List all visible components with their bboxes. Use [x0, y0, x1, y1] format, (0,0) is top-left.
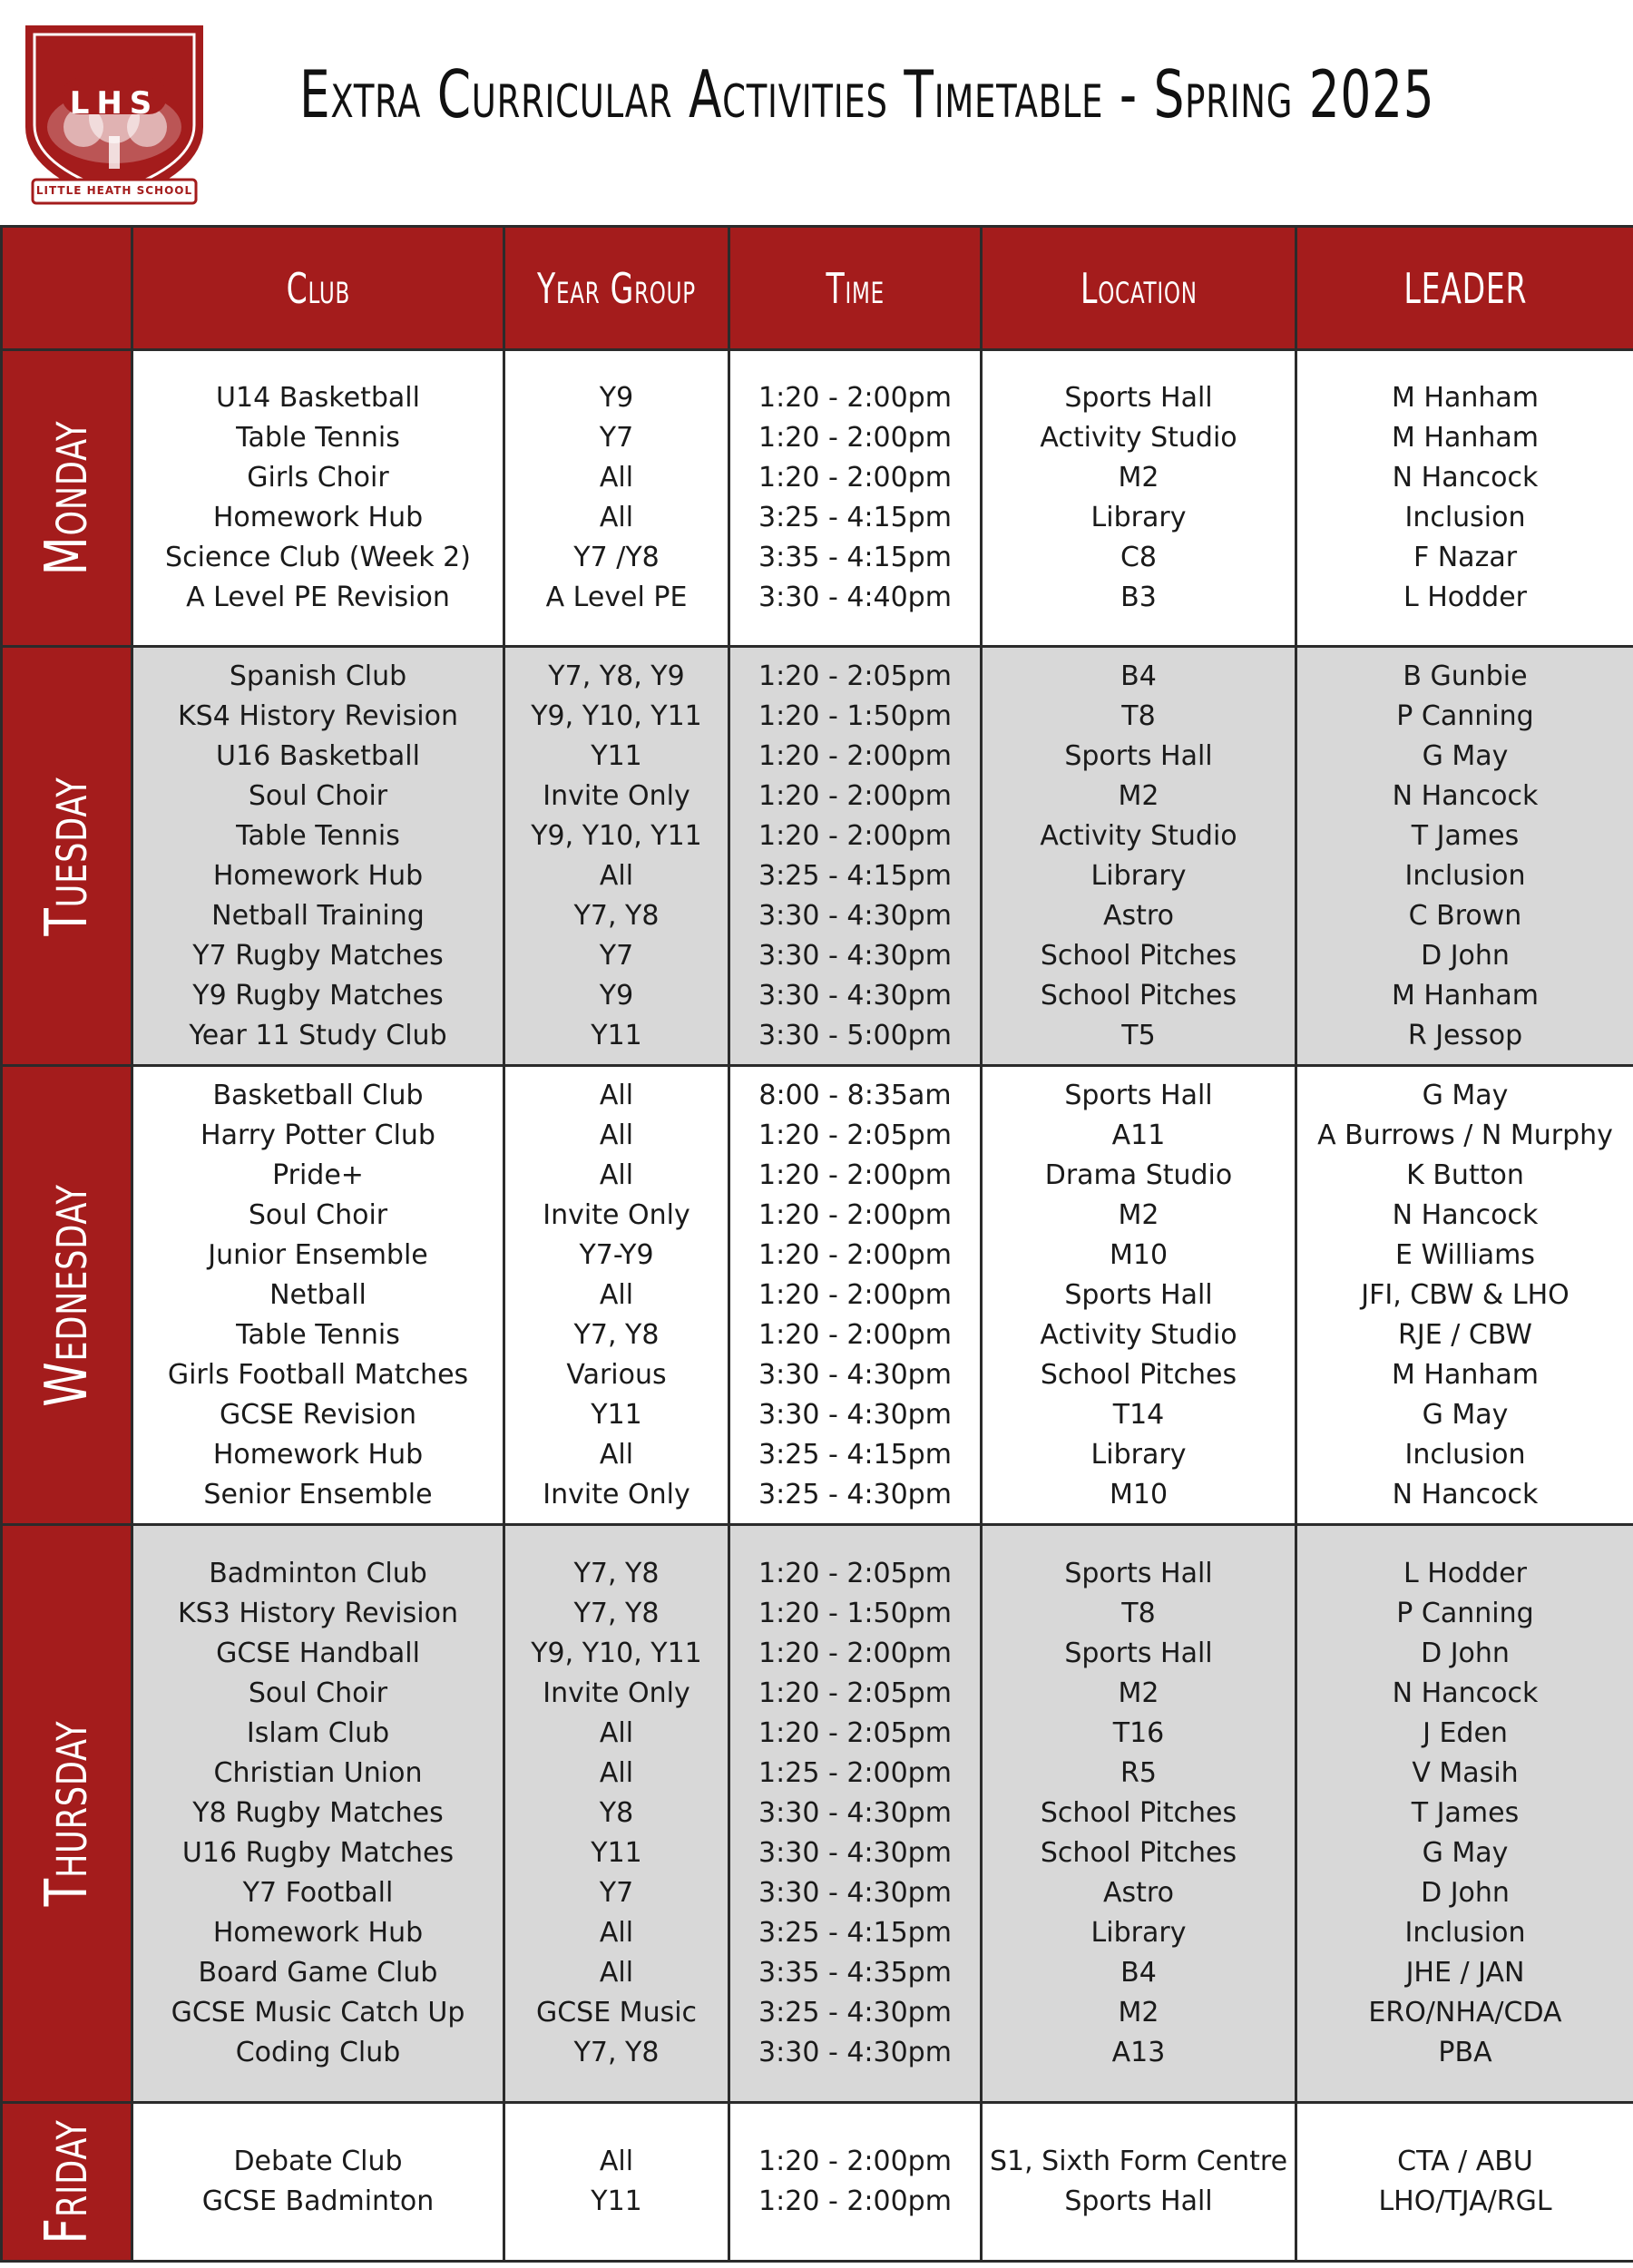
year-group-entry: Y9: [599, 979, 634, 1012]
time-entry: 3:30 - 4:30pm: [758, 939, 952, 972]
time-entry: 3:30 - 4:30pm: [758, 1398, 952, 1431]
day-cell: [2, 647, 132, 1066]
location-entry: Sports Hall: [1064, 1278, 1213, 1311]
location-entry: M2: [1118, 779, 1159, 812]
time-entry: 3:30 - 5:00pm: [758, 1019, 952, 1051]
location-entry: T14: [1112, 1398, 1165, 1431]
day-row-tuesday: [2, 647, 1633, 1066]
time-entry: 1:20 - 1:50pm: [758, 1598, 952, 1629]
time-entry: 1:20 - 2:05pm: [758, 1677, 952, 1709]
year-group-entry: Y11: [591, 1398, 642, 1431]
club-entry: Homework Hub: [212, 859, 424, 892]
time-entry: 3:25 - 4:15pm: [758, 1438, 952, 1471]
time-entry: 3:30 - 4:30pm: [758, 1837, 952, 1869]
location-cell: [982, 2103, 1296, 2262]
year-group-entry: All: [599, 462, 634, 494]
location-entry: M10: [1109, 1478, 1169, 1510]
time-entry: 1:20 - 2:00pm: [758, 1637, 952, 1669]
club-entry: U16 Basketball: [216, 739, 420, 772]
club-entry: Girls Choir: [247, 462, 389, 494]
year-group-entry: Y7, Y8: [573, 899, 660, 932]
leader-entry: T James: [1411, 819, 1520, 852]
leader-entry: CTA / ABU: [1397, 2146, 1533, 2177]
location-entry: Activity Studio: [1040, 422, 1237, 454]
header-location: Location: [982, 227, 1296, 350]
location-cell: [982, 1066, 1296, 1525]
club-entry: Homework Hub: [212, 502, 424, 533]
club-entry: KS3 History Revision: [178, 1598, 458, 1629]
year-group-entry: Y11: [591, 739, 642, 772]
leader-entry: Inclusion: [1404, 859, 1526, 892]
time-entry: 1:20 - 1:50pm: [758, 699, 952, 732]
leader-entry: JHE / JAN: [1405, 1957, 1525, 1989]
leader-entry: M Hanham: [1392, 979, 1539, 1012]
time-entry: 1:20 - 2:05pm: [758, 1717, 952, 1749]
leader-entry: G May: [1422, 1079, 1509, 1111]
club-entry: Debate Club: [233, 2146, 403, 2177]
year-group-entry: Y11: [591, 2185, 642, 2217]
location-entry: B4: [1120, 660, 1157, 692]
leader-entry: Inclusion: [1404, 1438, 1526, 1471]
leader-entry: K Button: [1406, 1158, 1524, 1191]
location-entry: School Pitches: [1040, 1837, 1237, 1869]
year-group-entry: Y9, Y10, Y11: [531, 819, 702, 852]
leader-entry: M Hanham: [1392, 382, 1539, 414]
leader-entry: L Hodder: [1403, 582, 1528, 613]
year-group-entry: Y7, Y8: [573, 1558, 660, 1589]
year-group-entry: All: [599, 1757, 634, 1789]
club-entry: Soul Choir: [248, 1198, 388, 1231]
club-cell: [132, 2103, 504, 2262]
time-entry: 1:20 - 2:00pm: [758, 1318, 952, 1351]
time-entry: 1:20 - 2:05pm: [758, 1119, 952, 1151]
time-entry: 1:25 - 2:00pm: [758, 1757, 952, 1789]
club-entry: Year 11 Study Club: [189, 1019, 447, 1051]
page-header: [0, 0, 1633, 222]
year-group-entry: All: [599, 502, 634, 533]
location-entry: Activity Studio: [1040, 819, 1237, 852]
club-entry: Senior Ensemble: [203, 1478, 433, 1510]
year-group-cell: [504, 350, 729, 647]
header-year-group: Year Group: [504, 227, 729, 350]
leader-entry: M Hanham: [1392, 1358, 1539, 1391]
year-group-entry: All: [599, 1079, 634, 1111]
location-cell: [982, 647, 1296, 1066]
time-entry: 1:20 - 2:00pm: [758, 739, 952, 772]
club-entry: GCSE Handball: [216, 1637, 420, 1669]
time-entry: 1:20 - 2:00pm: [758, 422, 952, 454]
location-entry: T16: [1112, 1717, 1165, 1749]
time-entry: 1:20 - 2:00pm: [758, 382, 952, 414]
year-group-entry: All: [599, 1438, 634, 1471]
club-entry: Y7 Football: [242, 1877, 394, 1909]
leader-entry: G May: [1422, 1837, 1509, 1869]
day-cell: [2, 2103, 132, 2262]
location-cell: [982, 1525, 1296, 2103]
leader-entry: JFI, CBW & LHO: [1361, 1278, 1569, 1311]
location-entry: Library: [1090, 859, 1187, 892]
location-entry: A11: [1111, 1119, 1166, 1151]
year-group-entry: Invite Only: [543, 1478, 690, 1510]
leader-entry: M Hanham: [1392, 422, 1539, 454]
day-cell: [2, 1066, 132, 1525]
leader-entry: D John: [1421, 939, 1510, 972]
year-group-entry: Y7, Y8: [573, 1318, 660, 1351]
location-entry: School Pitches: [1040, 939, 1237, 972]
timetable-body: [2, 350, 1633, 2262]
club-entry: Pride+: [272, 1158, 364, 1191]
location-entry: M2: [1118, 1677, 1159, 1709]
location-entry: Sports Hall: [1064, 739, 1213, 772]
year-group-entry: Y11: [591, 1837, 642, 1869]
day-label: Wednesday: [33, 1183, 101, 1407]
year-group-entry: All: [599, 2146, 634, 2177]
leader-entry: C Brown: [1408, 899, 1522, 932]
time-entry: 1:20 - 2:00pm: [758, 2185, 952, 2217]
location-entry: Astro: [1103, 1877, 1174, 1909]
club-entry: Board Game Club: [198, 1957, 438, 1989]
time-entry: 1:20 - 2:00pm: [758, 2146, 952, 2177]
location-entry: Library: [1090, 1917, 1187, 1949]
time-entry: 3:25 - 4:15pm: [758, 1917, 952, 1949]
year-group-entry: Y8: [599, 1797, 634, 1829]
time-entry: 8:00 - 8:35am: [758, 1079, 952, 1111]
leader-entry: V Masih: [1412, 1757, 1519, 1789]
leader-entry: PBA: [1438, 2037, 1492, 2068]
year-group-entry: Y7, Y8, Y9: [548, 660, 685, 692]
time-entry: 3:25 - 4:30pm: [758, 1997, 952, 2028]
location-entry: B4: [1120, 1957, 1157, 1989]
time-cell: [729, 1066, 982, 1525]
location-entry: Drama Studio: [1044, 1158, 1233, 1191]
club-entry: Spanish Club: [229, 660, 407, 692]
year-group-entry: Y9, Y10, Y11: [531, 699, 702, 732]
leader-entry: D John: [1421, 1637, 1510, 1669]
club-cell: [132, 1066, 504, 1525]
club-entry: Table Tennis: [236, 422, 400, 454]
header-time: Time: [729, 227, 982, 350]
leader-entry: P Canning: [1396, 699, 1534, 732]
club-entry: Science Club (Week 2): [165, 542, 471, 573]
location-entry: R5: [1120, 1757, 1157, 1789]
location-entry: Activity Studio: [1040, 1318, 1237, 1351]
leader-entry: N Hancock: [1392, 1677, 1539, 1709]
year-group-entry: Invite Only: [543, 779, 690, 812]
club-entry: U16 Rugby Matches: [181, 1837, 455, 1869]
club-entry: Table Tennis: [236, 819, 400, 852]
time-entry: 3:25 - 4:30pm: [758, 1478, 952, 1510]
leader-entry: A Burrows / N Murphy: [1317, 1119, 1613, 1151]
day-row-friday: [2, 2103, 1633, 2262]
time-entry: 1:20 - 2:00pm: [758, 1238, 952, 1271]
logo-letters: LHS: [69, 85, 160, 122]
location-entry: Astro: [1103, 899, 1174, 932]
club-entry: Soul Choir: [248, 1677, 388, 1709]
day-row-wednesday: [2, 1066, 1633, 1525]
year-group-entry: GCSE Music: [535, 1997, 698, 2028]
location-entry: S1, Sixth Form Centre: [989, 2146, 1288, 2177]
leader-entry: F Nazar: [1413, 542, 1518, 573]
location-entry: C8: [1120, 542, 1158, 573]
time-entry: 3:30 - 4:40pm: [758, 582, 952, 613]
club-entry: Coding Club: [235, 2037, 401, 2068]
time-entry: 3:25 - 4:15pm: [758, 502, 952, 533]
day-row-thursday: [2, 1525, 1633, 2103]
leader-entry: G May: [1422, 1398, 1509, 1431]
time-entry: 3:30 - 4:30pm: [758, 2037, 952, 2068]
leader-cell: [1296, 1525, 1633, 2103]
location-entry: Sports Hall: [1064, 382, 1213, 414]
day-label: Friday: [33, 2119, 101, 2244]
day-cell: [2, 350, 132, 647]
leader-entry: N Hancock: [1392, 1198, 1539, 1231]
location-entry: School Pitches: [1040, 979, 1237, 1012]
location-cell: [982, 350, 1296, 647]
leader-entry: T James: [1411, 1797, 1520, 1829]
year-group-entry: Y7, Y8: [573, 2037, 660, 2068]
club-entry: Girls Football Matches: [167, 1358, 469, 1391]
club-entry: Junior Ensemble: [208, 1238, 428, 1271]
year-group-entry: All: [599, 1119, 634, 1151]
location-entry: T5: [1121, 1019, 1156, 1051]
time-entry: 1:20 - 2:05pm: [758, 660, 952, 692]
year-group-entry: Y11: [591, 1019, 642, 1051]
club-entry: Table Tennis: [236, 1318, 400, 1351]
location-entry: Sports Hall: [1064, 1079, 1213, 1111]
leader-entry: D John: [1421, 1877, 1510, 1909]
year-group-cell: [504, 2103, 729, 2262]
club-entry: U14 Basketball: [216, 382, 420, 414]
day-cell: [2, 1525, 132, 2103]
page-title: Extra Curricular Activities Timetable - Spring 2025: [299, 56, 1435, 132]
club-entry: Netball: [269, 1278, 367, 1311]
club-entry: Basketball Club: [212, 1079, 424, 1111]
logo-school-name: LITTLE HEATH SCHOOL: [35, 184, 193, 197]
club-entry: Y7 Rugby Matches: [192, 939, 444, 972]
leader-entry: N Hancock: [1392, 779, 1539, 812]
day-row-monday: [2, 350, 1633, 647]
year-group-entry: Y9: [599, 382, 634, 414]
timetable: [0, 225, 1633, 2263]
club-entry: Y9 Rugby Matches: [192, 979, 444, 1012]
day-label: Tuesday: [33, 776, 101, 936]
year-group-cell: [504, 1066, 729, 1525]
year-group-entry: All: [599, 1158, 634, 1191]
leader-entry: N Hancock: [1392, 462, 1539, 494]
leader-cell: [1296, 2103, 1633, 2262]
location-entry: School Pitches: [1040, 1797, 1237, 1829]
leader-cell: [1296, 1066, 1633, 1525]
location-entry: Library: [1090, 1438, 1187, 1471]
time-cell: [729, 1525, 982, 2103]
leader-entry: P Canning: [1396, 1598, 1534, 1629]
time-cell: [729, 647, 982, 1066]
corner-cell: [2, 227, 132, 350]
location-entry: Sports Hall: [1064, 1637, 1213, 1669]
year-group-entry: Y7: [599, 1877, 634, 1909]
location-entry: School Pitches: [1040, 1358, 1237, 1391]
year-group-entry: Invite Only: [543, 1677, 690, 1709]
header-row: [2, 227, 1633, 350]
time-entry: 1:20 - 2:00pm: [758, 779, 952, 812]
time-entry: 3:35 - 4:35pm: [758, 1957, 952, 1989]
location-entry: T8: [1121, 699, 1156, 732]
location-entry: T8: [1121, 1598, 1156, 1629]
club-entry: Homework Hub: [212, 1917, 424, 1949]
leader-entry: L Hodder: [1403, 1558, 1528, 1589]
time-entry: 1:20 - 2:00pm: [758, 1278, 952, 1311]
year-group-entry: Y9, Y10, Y11: [531, 1637, 702, 1669]
club-entry: Soul Choir: [248, 779, 388, 812]
time-entry: 1:20 - 2:00pm: [758, 462, 952, 494]
location-entry: Sports Hall: [1064, 2185, 1213, 2217]
year-group-entry: Y7, Y8: [573, 1598, 660, 1629]
day-label: Thursday: [33, 1720, 101, 1907]
time-entry: 1:20 - 2:05pm: [758, 1558, 952, 1589]
club-entry: Islam Club: [246, 1717, 390, 1749]
club-entry: KS4 History Revision: [178, 699, 458, 732]
time-entry: 1:20 - 2:00pm: [758, 1158, 952, 1191]
club-entry: A Level PE Revision: [186, 582, 450, 613]
time-cell: [729, 2103, 982, 2262]
year-group-entry: Y7: [599, 939, 634, 972]
year-group-entry: All: [599, 1717, 634, 1749]
club-cell: [132, 350, 504, 647]
club-entry: GCSE Revision: [219, 1398, 417, 1431]
location-entry: Library: [1090, 502, 1187, 533]
year-group-entry: All: [599, 1278, 634, 1311]
time-entry: 3:30 - 4:30pm: [758, 1797, 952, 1829]
year-group-entry: All: [599, 1917, 634, 1949]
leader-cell: [1296, 647, 1633, 1066]
year-group-entry: Various: [566, 1358, 667, 1391]
location-entry: M2: [1118, 462, 1159, 494]
club-entry: Christian Union: [213, 1757, 423, 1789]
header-leader: LEADER: [1296, 227, 1633, 350]
year-group-entry: All: [599, 859, 634, 892]
leader-entry: B Gunbie: [1403, 660, 1528, 692]
location-entry: M10: [1109, 1238, 1169, 1271]
club-entry: Y8 Rugby Matches: [192, 1797, 444, 1829]
location-entry: M2: [1118, 1997, 1159, 2028]
club-entry: Badminton Club: [209, 1558, 427, 1589]
time-entry: 3:30 - 4:30pm: [758, 899, 952, 932]
club-entry: GCSE Music Catch Up: [171, 1997, 465, 2028]
location-entry: B3: [1120, 582, 1157, 613]
year-group-entry: Y7: [599, 422, 634, 454]
time-entry: 3:30 - 4:30pm: [758, 1358, 952, 1391]
time-entry: 1:20 - 2:00pm: [758, 819, 952, 852]
location-entry: Sports Hall: [1064, 1558, 1213, 1589]
leader-entry: N Hancock: [1392, 1478, 1539, 1510]
leader-entry: E Williams: [1394, 1238, 1536, 1271]
time-entry: 3:35 - 4:15pm: [758, 542, 952, 573]
time-cell: [729, 350, 982, 647]
leader-entry: ERO/NHA/CDA: [1368, 1997, 1562, 2028]
year-group-entry: All: [599, 1957, 634, 1989]
leader-entry: R Jessop: [1407, 1019, 1523, 1051]
club-entry: Harry Potter Club: [200, 1119, 435, 1151]
header-club: Club: [132, 227, 504, 350]
leader-entry: Inclusion: [1404, 1917, 1526, 1949]
leader-entry: LHO/TJA/RGL: [1378, 2185, 1552, 2217]
day-label: Monday: [33, 420, 101, 576]
location-entry: M2: [1118, 1198, 1159, 1231]
club-cell: [132, 647, 504, 1066]
year-group-cell: [504, 647, 729, 1066]
location-entry: A13: [1111, 2037, 1166, 2068]
time-entry: 3:25 - 4:15pm: [758, 859, 952, 892]
year-group-cell: [504, 1525, 729, 2103]
year-group-entry: Y7-Y9: [579, 1238, 654, 1271]
club-entry: Homework Hub: [212, 1438, 424, 1471]
leader-cell: [1296, 350, 1633, 647]
year-group-entry: A Level PE: [545, 582, 688, 613]
year-group-entry: Invite Only: [543, 1198, 690, 1231]
leader-entry: RJE / CBW: [1398, 1318, 1532, 1351]
leader-entry: Inclusion: [1404, 502, 1526, 533]
school-logo: [20, 20, 209, 206]
year-group-entry: Y7 /Y8: [573, 542, 660, 573]
club-entry: Netball Training: [211, 899, 425, 932]
time-entry: 3:30 - 4:30pm: [758, 979, 952, 1012]
time-entry: 1:20 - 2:00pm: [758, 1198, 952, 1231]
leader-entry: J Eden: [1423, 1717, 1508, 1749]
leader-entry: G May: [1422, 739, 1509, 772]
time-entry: 3:30 - 4:30pm: [758, 1877, 952, 1909]
club-entry: GCSE Badminton: [201, 2185, 435, 2217]
club-cell: [132, 1525, 504, 2103]
